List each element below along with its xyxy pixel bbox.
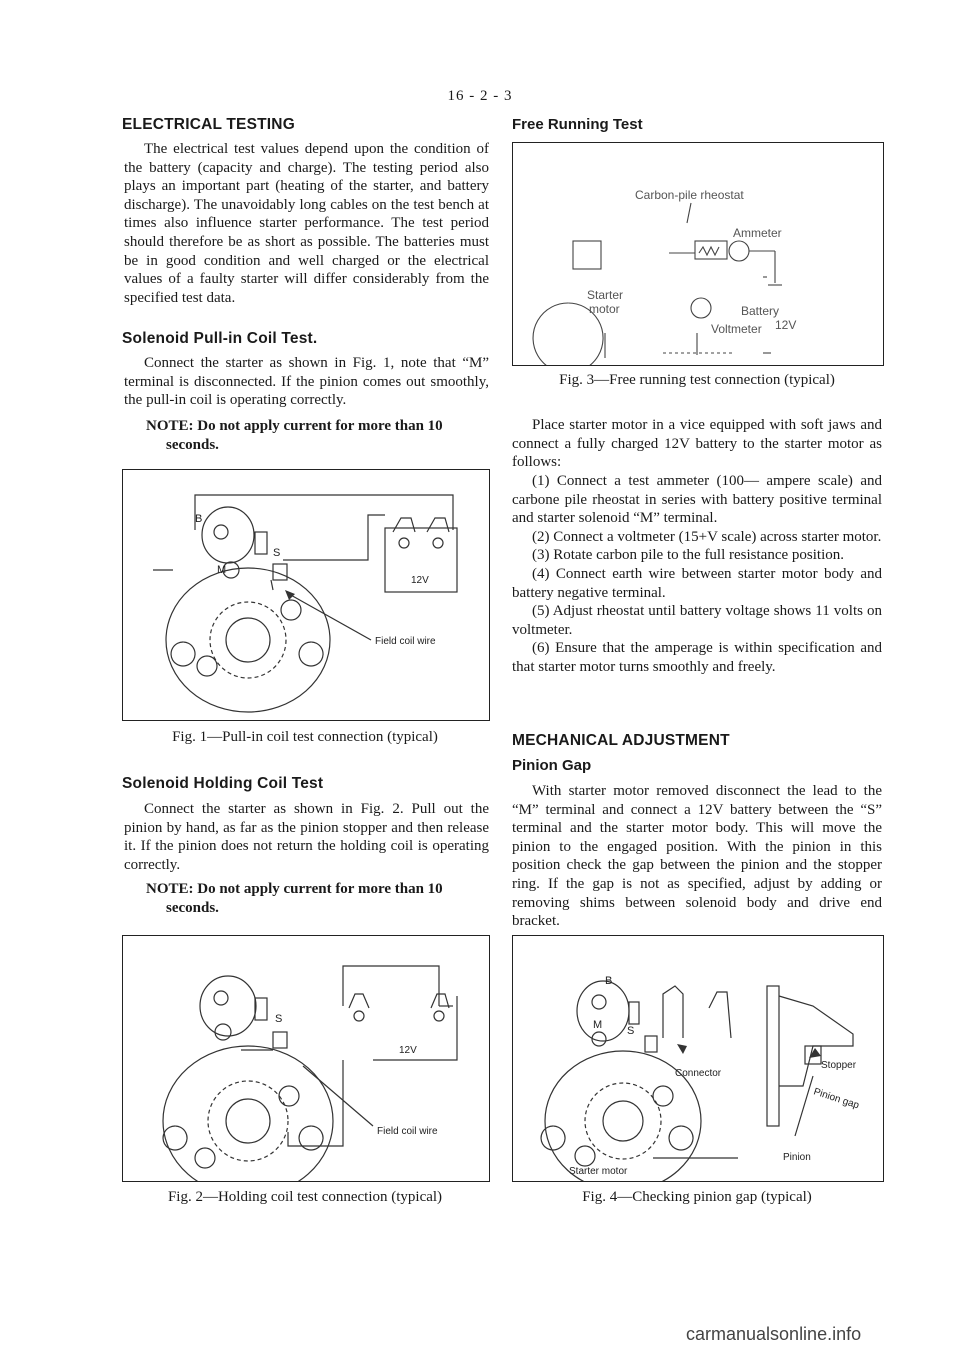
fig3-label-rheostat: Carbon-pile rheostat (635, 188, 744, 202)
figure-2-caption: Fig. 2—Holding coil test connection (typical) (167, 1189, 443, 1205)
pull-in-body: Connect the starter as shown in Fig. 1, note that “M” terminal is disconnected. If the pinion comes out smoothly, the pull-in coil is operating correctly. (124, 355, 489, 409)
free-running-steps (512, 472, 882, 677)
figure-3-caption: Fig. 3—Free running test connection (typical) (559, 372, 835, 388)
free-running-step: (2) Connect a voltmeter (15+V scale) across starter motor. (532, 528, 882, 545)
figure-4-diagram (513, 936, 883, 1181)
figure-2-diagram (123, 936, 489, 1181)
fig1-label-12v: 12V (411, 575, 429, 586)
free-running-step: (3) Rotate carbon pile to the full resistance position. (532, 547, 844, 564)
electrical-testing-body: The electrical test values depend upon the condition of the battery (capacity and charge). The testing period also plays an important part (heating of the starter, and battery discharge). The unavoidably long cables on the test bench at times also influence starter performance. The test period should therefore be as short as possible. The batteries must be in good condition and well charged or the electrical values of a faulty starter will differ considerably from the specified test data. (124, 141, 489, 306)
fig2-label-s: S (275, 1013, 283, 1025)
figure-3-diagram (513, 143, 883, 365)
fig4-label-s: S (627, 1025, 635, 1037)
figure-4-caption: Fig. 4—Checking pinion gap (typical) (582, 1189, 812, 1205)
fig3-label-battery: Battery (741, 304, 780, 318)
footer-watermark: carmanualsonline.info (686, 1324, 862, 1344)
fig3-label-12v: 12V (775, 318, 797, 332)
fig1-label-b: B (195, 513, 203, 525)
holding-note-line1: NOTE: Do not apply current for more than 10 (146, 881, 443, 897)
fig1-label-s: S (273, 547, 281, 559)
figure-3 (512, 142, 884, 366)
fig1-label-m: M (217, 564, 227, 576)
fig4-label-connector: Connector (675, 1068, 722, 1079)
fig4-label-starter-motor: Starter motor (569, 1166, 628, 1177)
holding-note (126, 880, 506, 917)
figure-4 (512, 935, 884, 1182)
section-title-pull-in: Solenoid Pull-in Coil Test. (122, 330, 318, 347)
pull-in-note (126, 417, 506, 454)
section-title-electrical-testing: ELECTRICAL TESTING (122, 116, 295, 133)
pinion-gap-body: With starter motor removed disconnect the lead to the “M” terminal and connect a 12V battery between the “S” terminal and the starter motor body. This will move the pinion to the engaged position. With the pinion in this position check the gap between the pinion and the stopper ring. If the gap is not as specified, adjust by adding or removing shims between solenoid body and drive end bracket. (512, 783, 882, 930)
holding-body: Connect the starter as shown in Fig. 2. Pull out the pinion by hand, as far as the pinion stopper and then release it. If the pinion does not return the holding coil is operating correctly. (124, 801, 489, 873)
free-running-step: (6) Ensure that the amperage is within specification and that starter motor turns smoothly and freely. (512, 640, 882, 675)
fig3-label-ammeter: Ammeter (733, 226, 782, 240)
fig2-label-12v: 12V (399, 1045, 417, 1056)
fig4-label-b: B (605, 975, 613, 987)
fig3-label-motor: motor (589, 302, 620, 316)
fig4-label-m: M (593, 1019, 603, 1031)
pull-in-note-line1: NOTE: Do not apply current for more than 10 (146, 418, 443, 434)
fig4-label-stopper: Stopper (821, 1060, 857, 1071)
fig1-wire-top (195, 495, 453, 530)
section-title-holding: Solenoid Holding Coil Test (122, 775, 324, 792)
figure-1-caption: Fig. 1—Pull-in coil test connection (typical) (172, 729, 438, 745)
fig3-label-starter: Starter (587, 288, 624, 302)
pull-in-note-line2: seconds. (166, 436, 219, 453)
figure-1 (122, 469, 490, 721)
free-running-step: (4) Connect earth wire between starter motor body and battery negative terminal. (512, 565, 882, 601)
free-running-step: (5) Adjust rheostat until battery voltage shows 11 volts on voltmeter. (512, 603, 882, 638)
fig1-label-field-coil: Field coil wire (375, 636, 436, 647)
figure-2 (122, 935, 490, 1182)
free-running-intro: Place starter motor in a vice equipped with soft jaws and connect a fully charged 12V battery to the starter motor as follows: (512, 417, 882, 471)
section-title-mechanical: MECHANICAL ADJUSTMENT (512, 732, 730, 749)
holding-note-line2: seconds. (166, 899, 219, 916)
fig2-label-field-coil: Field coil wire (377, 1126, 438, 1137)
fig4-label-pinion: Pinion (783, 1152, 811, 1163)
page-number: 16 - 2 - 3 (447, 88, 513, 104)
subsection-title-pinion-gap: Pinion Gap (512, 757, 592, 774)
fig3-label-voltmeter: Voltmeter (711, 322, 762, 336)
section-title-free-running: Free Running Test (512, 116, 643, 133)
fig4-label-pinion-gap: Pinion gap (812, 1086, 861, 1112)
figure-1-diagram (123, 470, 489, 720)
free-running-step: (1) Connect a test ammeter (100— ampere scale) and carbone pile rheostat in series with battery positive terminal and starter solenoid “M” terminal. (512, 473, 882, 527)
